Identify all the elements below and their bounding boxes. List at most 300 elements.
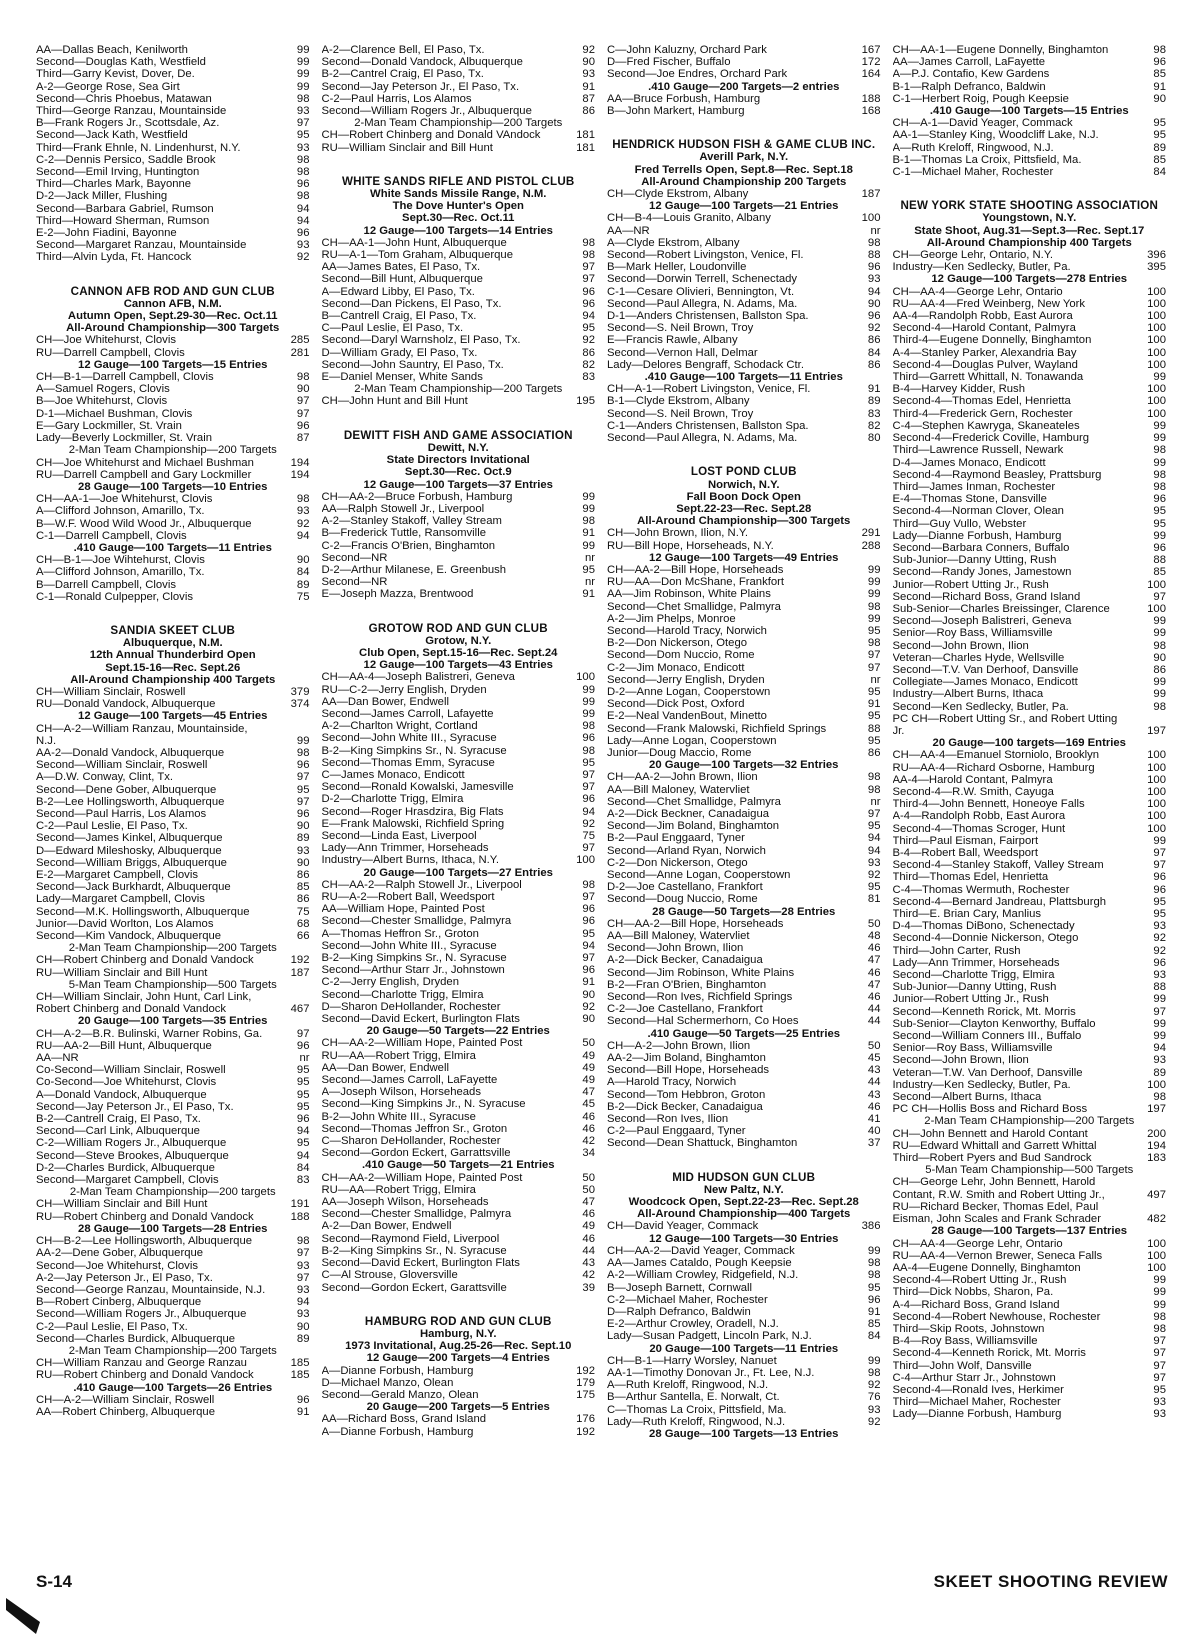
entry-name: RU—Darrell Campbell and Gary Lockmiller xyxy=(36,468,252,481)
entry-name: D-2—Charles Burdick, Albuquerque xyxy=(36,1161,215,1174)
entry-score: 99 xyxy=(296,44,310,56)
entry-name: Second—William Sinclair, Roswell xyxy=(36,759,208,772)
result-entry xyxy=(36,117,310,129)
entry-score: 95 xyxy=(867,624,881,637)
result-entry xyxy=(607,991,881,1003)
result-entry xyxy=(322,1086,596,1098)
entry-score: 96 xyxy=(296,759,310,772)
result-entry xyxy=(322,298,596,310)
result-entry xyxy=(893,1067,1167,1079)
entry-score: 90 xyxy=(1153,651,1166,664)
result-entry xyxy=(893,1262,1167,1274)
entry-score: 96 xyxy=(582,297,595,310)
entry-name: Second—William Rogers Jr., Albuquerque xyxy=(36,1308,247,1321)
entry-name: CH—AA-4—George Lehr, Ontario xyxy=(892,285,1063,298)
entry-name: Second—Gordon Eckert, Garrattsville xyxy=(321,1147,511,1160)
event-heading: Sept.22-23—Rec. Sept.28 xyxy=(676,502,812,515)
result-entry xyxy=(36,347,310,359)
entry-score: 90 xyxy=(867,297,881,310)
entry-name: C—James Monaco, Endicott xyxy=(321,768,465,781)
result-entry xyxy=(607,1416,881,1428)
team-heading: 5-Man Team Championship—500 Targets xyxy=(925,1164,1134,1177)
result-entry xyxy=(607,273,881,285)
event-heading: 20 Gauge—100 Targets—32 Entries xyxy=(649,759,839,772)
result-entry xyxy=(36,1076,310,1088)
entry-score: nr xyxy=(299,1052,310,1065)
entry-score: 94 xyxy=(296,214,310,227)
event-heading: 12 Gauge—100 Targets—49 Entries xyxy=(649,551,839,564)
entry-name: E-2—John Fiadini, Bayonne xyxy=(36,227,177,240)
entry-score: 192 xyxy=(290,954,310,967)
entry-score: nr xyxy=(870,795,881,808)
entry-name: C-2—Dennis Persico, Saddle Brook xyxy=(36,153,216,166)
entry-name: A-2—George Rose, Sea Girt xyxy=(36,80,180,93)
result-entry xyxy=(607,784,881,796)
entry-score: 89 xyxy=(296,578,310,591)
result-entry xyxy=(893,457,1167,469)
entry-name: Senior—Roy Bass, Williamsville xyxy=(892,1042,1053,1055)
entry-name: PC CH—Robert Utting Sr., and Robert Utting xyxy=(892,712,1118,725)
result-entry xyxy=(893,798,1167,810)
result-entry xyxy=(36,239,310,251)
result-entry xyxy=(607,261,881,273)
entry-name: Contant, R.W. Smith and Robert Utting Jr., xyxy=(892,1188,1105,1201)
entry-name: Second—Jerry English, Dryden xyxy=(607,673,765,686)
result-entry xyxy=(36,869,310,881)
entry-score: 43 xyxy=(582,1257,595,1270)
entry-score: 98 xyxy=(582,878,595,891)
entry-name: C-2—Paul Harris, Los Alamos xyxy=(321,92,472,105)
result-entry xyxy=(607,686,881,698)
entry-name: Second—Dean Shattuck, Binghamton xyxy=(607,1137,798,1150)
entry-score: 100 xyxy=(1147,602,1166,615)
entry-name: A—Dianne Forbush, Hamburg xyxy=(321,1364,474,1377)
entry-name: Second—Ron Ives, Richfield Springs xyxy=(607,991,793,1004)
entry-name: Second-4—Ronald Ives, Herkimer xyxy=(892,1383,1064,1396)
result-entry xyxy=(607,188,881,200)
entry-score: 85 xyxy=(296,881,310,894)
entry-name: Third—Robert Pyers and Bud Sandrock xyxy=(892,1152,1092,1165)
entry-name: Second-4—Frederick Coville, Hamburg xyxy=(892,432,1090,445)
entry-name: CH—David Yeager, Commack xyxy=(607,1220,759,1233)
entry-name: Third-4—Eugene Donnelly, Binghamton xyxy=(892,334,1092,347)
event-heading: 12 Gauge—200 Targets—4 Entries xyxy=(366,1352,550,1365)
entry-name: B-1—Clyde Ekstrom, Albany xyxy=(607,395,750,408)
event-heading: 12 Gauge—100 Targets—15 Entries xyxy=(78,358,268,371)
entry-score: 98 xyxy=(867,1366,881,1379)
entry-name: A—P.J. Contafio, Kew Gardens xyxy=(892,68,1050,81)
entry-score: 94 xyxy=(296,529,310,542)
entry-score: 44 xyxy=(867,1015,881,1028)
club-heading: GROTOW ROD AND GUN CLUB xyxy=(368,622,548,635)
entry-score: 89 xyxy=(867,395,881,408)
entry-name: AA—James Bates, El Paso, Tx. xyxy=(321,261,481,274)
result-entry xyxy=(36,1406,310,1418)
entry-score: 93 xyxy=(296,1308,310,1321)
entry-score: 97 xyxy=(296,407,310,420)
entry-name: B-2—Paul Enggaard, Tyner xyxy=(607,832,745,845)
entry-name: C-4—Arthur Starr Jr., Johnstown xyxy=(892,1371,1056,1384)
entry-score: 93 xyxy=(1153,1396,1166,1409)
result-entry xyxy=(607,56,881,68)
entry-score: 86 xyxy=(1153,663,1166,676)
entry-name: AA-1—Stanley King, Woodcliff Lake, N.J. xyxy=(892,129,1099,142)
club-heading: CANNON AFB ROD AND GUN CLUB xyxy=(70,285,275,298)
entry-name: A—D.W. Conway, Clint, Tx. xyxy=(36,771,174,784)
entry-score: 97 xyxy=(296,1247,310,1260)
result-entry xyxy=(322,1184,596,1196)
result-entry xyxy=(36,698,310,710)
result-entry xyxy=(893,1372,1167,1384)
result-entry xyxy=(36,142,310,154)
entry-name: CH—A-1—David Yeager, Commack xyxy=(892,117,1073,130)
result-entry xyxy=(322,989,596,1001)
entry-name: CH—John Brown, Ilion, N.Y. xyxy=(607,527,749,540)
entry-score: 95 xyxy=(296,783,310,796)
result-entry xyxy=(322,891,596,903)
result-entry xyxy=(322,1037,596,1049)
entry-score: 396 xyxy=(1147,249,1166,262)
entry-score: 91 xyxy=(582,527,595,540)
result-entry xyxy=(36,967,310,979)
entry-name: Second—John White III., Syracuse xyxy=(321,939,497,952)
result-entry xyxy=(893,908,1167,920)
result-entry xyxy=(322,68,596,80)
result-entry xyxy=(893,969,1167,981)
result-entry xyxy=(36,1357,310,1369)
entry-name: Second—Kenneth Rorick, Mt. Morris xyxy=(892,1005,1076,1018)
result-entry xyxy=(607,225,881,237)
club-heading: DEWITT FISH AND GAME ASSOCIATION xyxy=(343,429,573,442)
entry-score: 92 xyxy=(1153,932,1166,945)
entry-name: RU—William Sinclair and Bill Hunt xyxy=(36,966,208,979)
entry-score: 98 xyxy=(296,746,310,759)
entry-score: 45 xyxy=(867,1052,881,1065)
entry-score: 89 xyxy=(1153,1066,1166,1079)
result-entry xyxy=(36,1101,310,1113)
entry-name: Third-4—Frederick Gern, Rochester xyxy=(892,407,1073,420)
entry-name: Third—John Wolf, Dansville xyxy=(892,1359,1032,1372)
result-entry xyxy=(607,820,881,832)
team-heading: 2-Man Team CHampionship—200 Targets xyxy=(924,1115,1135,1128)
entry-score: 85 xyxy=(1153,68,1166,81)
entry-name: AA—Joseph Wilson, Horseheads xyxy=(321,1196,489,1209)
result-entry xyxy=(893,579,1167,591)
result-entry xyxy=(36,1003,310,1015)
entry-score: nr xyxy=(870,673,881,686)
result-entry xyxy=(322,1377,596,1389)
entry-name: CH—Robert Chinberg and Donald Vandock xyxy=(36,954,254,967)
entry-score: 92 xyxy=(867,869,881,881)
entry-name: Second—S. Neil Brown, Troy xyxy=(607,407,754,420)
entry-name: Second—Arthur Starr Jr., Johnstown xyxy=(321,964,505,977)
entry-score: 86 xyxy=(867,358,881,371)
result-entry xyxy=(607,420,881,432)
entry-name: B-2—Dick Becker, Canadaigua xyxy=(607,1100,763,1113)
result-entry xyxy=(893,847,1167,859)
result-entry xyxy=(36,166,310,178)
result-entry xyxy=(322,732,596,744)
result-entry xyxy=(36,530,310,542)
entry-name: Industry—Ken Sedlecky, Butler, Pa. xyxy=(892,1078,1071,1091)
entry-score: 185 xyxy=(290,1357,310,1370)
entry-name: A—Dianne Forbush, Hamburg xyxy=(321,1425,474,1438)
entry-name: CH—B-1—Harry Worsley, Nanuet xyxy=(607,1354,777,1367)
entry-score: 98 xyxy=(296,153,310,166)
result-entry xyxy=(893,993,1167,1005)
entry-score: 99 xyxy=(1153,1030,1166,1043)
event-heading: 20 Gauge—100 targets—169 Entries xyxy=(932,737,1126,750)
entry-score: 97 xyxy=(296,117,310,130)
entry-score: 96 xyxy=(296,227,310,240)
result-entry xyxy=(322,81,596,93)
result-entry xyxy=(36,457,310,469)
entry-name: Lady—Dianne Forbush, Hamburg xyxy=(892,529,1062,542)
result-entry xyxy=(893,762,1167,774)
entry-name: B—Frank Rogers Jr., Scottsdale, Az. xyxy=(36,117,220,130)
entry-name: RU—William Sinclair and Bill Hunt xyxy=(321,141,493,154)
result-entry xyxy=(607,1355,881,1367)
entry-score: 99 xyxy=(296,80,310,93)
entry-score: 46 xyxy=(867,991,881,1004)
result-entry xyxy=(322,903,596,915)
entry-name: CH—William Sinclair and Bill Hunt xyxy=(36,1198,208,1211)
entry-score: 99 xyxy=(582,539,595,552)
result-entry xyxy=(607,808,881,820)
result-entry xyxy=(36,1321,310,1333)
entry-score: 195 xyxy=(576,395,595,408)
entry-score: 92 xyxy=(582,1000,595,1013)
club-heading: HAMBURG ROD AND GUN CLUB xyxy=(364,1315,552,1328)
entry-score: 92 xyxy=(867,322,881,335)
entry-name: AA—Jim Robinson, White Plains xyxy=(607,588,771,601)
entry-score: 90 xyxy=(296,856,310,869)
entry-name: Second—Thomas Jeffron Sr., Groton xyxy=(321,1122,508,1135)
entry-name: Second—Paul Allegra, N. Adams, Ma. xyxy=(607,432,798,445)
entry-name: AA—James Cataldo, Pough Keepsie xyxy=(607,1257,792,1270)
result-entry xyxy=(893,1311,1167,1323)
entry-name: Third—Frank Ehnle, N. Lindenhurst, N.Y. xyxy=(36,141,241,154)
entry-name: Second—Kim Vandock, Albuquerque xyxy=(36,930,222,943)
result-entry xyxy=(607,44,881,56)
entry-name: RU—AA-4—Vernon Brewer, Seneca Falls xyxy=(892,1249,1103,1262)
event-heading: All-Around Championship—300 Targets xyxy=(637,515,851,528)
entry-score: 100 xyxy=(1147,1261,1166,1274)
entry-score: 98 xyxy=(1153,468,1166,481)
entry-score: 98 xyxy=(1153,480,1166,493)
entry-score: 49 xyxy=(582,1074,595,1087)
entry-score: 93 xyxy=(296,505,310,518)
entry-name: Second—Donald Vandock, Albuquerque xyxy=(321,56,523,69)
entry-name: Second-4—Norman Clover, Olean xyxy=(892,505,1064,518)
entry-score: 43 xyxy=(867,1088,881,1101)
event-heading: 20 Gauge—50 Targets—22 Entries xyxy=(366,1025,550,1038)
entry-score: 395 xyxy=(1147,261,1166,274)
entry-score: 88 xyxy=(867,249,881,262)
result-entry xyxy=(607,954,881,966)
entry-name: Lady—Dianne Forbush, Hamburg xyxy=(892,1408,1062,1421)
result-entry xyxy=(322,261,596,273)
entry-score: 98 xyxy=(296,92,310,105)
entry-score: 86 xyxy=(867,334,881,347)
entry-name: AA—William Hope, Painted Post xyxy=(321,903,485,916)
result-entry xyxy=(36,930,310,942)
result-entry xyxy=(607,1015,881,1027)
entry-name: Sub-Junior—Danny Utting, Rush xyxy=(892,554,1057,567)
entry-score: 98 xyxy=(1153,639,1166,652)
entry-score: 99 xyxy=(1153,1286,1166,1299)
entry-name: A-2—Dick Becker, Canadaigua xyxy=(607,954,763,967)
entry-name: Second—Jack Burkhardt, Albuquerque xyxy=(36,881,231,894)
entry-name: RU—A-1—Tom Graham, Albuquerque xyxy=(321,249,514,262)
entry-name: Second-4—Thomas Scroger, Hunt xyxy=(892,822,1066,835)
entry-name: Second—Bill Hunt, Albuquerque xyxy=(321,273,483,286)
entry-name: Second—Raymond Field, Liverpool xyxy=(321,1232,500,1245)
event-heading: State Directors Invitational xyxy=(386,454,530,467)
entry-score: 95 xyxy=(867,1281,881,1294)
result-entry xyxy=(322,1365,596,1377)
team-heading: 2-Man Team Championship—200 Targets xyxy=(354,383,563,396)
entry-name: C-2—Paul Leslie, El Paso, Tx. xyxy=(36,1320,188,1333)
entry-name: Lady—Anne Logan, Cooperstown xyxy=(607,734,777,747)
entry-name: RU—Bill Hope, Horseheads, N.Y. xyxy=(607,539,774,552)
result-entry xyxy=(893,932,1167,944)
event-heading: .410 Gauge—100 Targets—15 Entries xyxy=(929,105,1129,118)
entry-score: 98 xyxy=(1153,700,1166,713)
result-entry xyxy=(607,832,881,844)
result-entry xyxy=(893,884,1167,896)
entry-name: Jr. xyxy=(892,724,905,737)
entry-score: 91 xyxy=(867,698,881,711)
result-entry xyxy=(36,44,310,56)
entry-name: D—Edward Mileshosky, Albuquerque xyxy=(36,844,222,857)
result-entry xyxy=(322,552,596,564)
entry-name: Second—Chet Smallidge, Palmyra xyxy=(607,795,781,808)
team-heading: 2-Man Team Championship—200 Targets xyxy=(68,942,277,955)
entry-score: 47 xyxy=(582,1196,595,1209)
result-entry xyxy=(607,979,881,991)
event-heading: 12 Gauge—100 Targets—21 Entries xyxy=(649,200,839,213)
result-entry xyxy=(322,940,596,952)
entry-name: A—Ruth Kreloff, Ringwood, N.J. xyxy=(607,1379,769,1392)
result-entry xyxy=(607,1052,881,1064)
entry-score: 84 xyxy=(867,346,881,359)
result-entry xyxy=(322,1233,596,1245)
entry-score: 89 xyxy=(1153,141,1166,154)
results-column-4 xyxy=(893,44,1167,1544)
entry-name: Second—Frank Malowski, Richfield Springs xyxy=(607,722,827,735)
result-entry xyxy=(322,588,596,600)
result-entry xyxy=(607,1306,881,1318)
entry-name: Second—Margaret Campbell, Clovis xyxy=(36,1174,219,1187)
entry-score: 98 xyxy=(867,783,881,796)
result-entry xyxy=(893,469,1167,481)
entry-name: Second—Richard Boss, Grand Island xyxy=(892,590,1081,603)
entry-score: 90 xyxy=(296,820,310,833)
result-entry xyxy=(893,505,1167,517)
result-entry xyxy=(36,771,310,783)
entry-score: 91 xyxy=(582,588,595,601)
entry-score: 88 xyxy=(1153,981,1166,994)
result-entry xyxy=(607,1330,881,1342)
entry-score: 48 xyxy=(867,930,881,943)
entry-name: Second—Steve Brookes, Albuquerque xyxy=(36,1149,229,1162)
result-entry xyxy=(322,347,596,359)
entry-name: CH—AA-2—William Hope, Painted Post xyxy=(321,1037,523,1050)
entry-score: 100 xyxy=(576,671,595,684)
entry-score: 97 xyxy=(867,661,881,674)
result-entry xyxy=(607,869,881,881)
result-entry xyxy=(893,542,1167,554)
entry-score: 98 xyxy=(582,236,595,249)
entry-name: Second—Gerald Manzo, Olean xyxy=(321,1388,479,1401)
result-entry xyxy=(607,286,881,298)
entry-score: 99 xyxy=(296,734,310,747)
result-entry xyxy=(36,1272,310,1284)
entry-score: 482 xyxy=(1147,1213,1166,1226)
result-entry xyxy=(322,793,596,805)
entry-score: 84 xyxy=(1153,166,1166,179)
entry-score: 97 xyxy=(867,649,881,662)
entry-name: Second—Ken Sedlecky, Butler, Pa. xyxy=(892,700,1069,713)
entry-score: 94 xyxy=(582,310,595,323)
result-entry xyxy=(607,237,881,249)
entry-score: 99 xyxy=(1153,627,1166,640)
result-entry xyxy=(893,1299,1167,1311)
entry-score: 40 xyxy=(867,1125,881,1138)
entry-score: 50 xyxy=(867,917,881,930)
entry-score: 97 xyxy=(296,1027,310,1040)
result-entry xyxy=(36,505,310,517)
entry-score: 96 xyxy=(582,903,595,916)
entry-name: D-2—Joe Castellano, Frankfort xyxy=(607,881,763,894)
entry-score: 47 xyxy=(867,954,881,967)
entry-score: 98 xyxy=(867,637,881,650)
result-entry xyxy=(322,1050,596,1062)
entry-score: 91 xyxy=(867,1305,881,1318)
entry-name: Second—Dan Pickens, El Paso, Tx. xyxy=(321,297,502,310)
result-entry xyxy=(36,1137,310,1149)
entry-name: A—Clifford Johnson, Amarillo, Tx. xyxy=(36,505,205,518)
entry-score: 97 xyxy=(1153,590,1166,603)
result-entry xyxy=(322,1062,596,1074)
result-entry xyxy=(36,1260,310,1272)
result-entry xyxy=(893,920,1167,932)
result-entry xyxy=(322,818,596,830)
entry-name: Second—M.K. Hollingsworth, Albuquerque xyxy=(36,905,250,918)
entry-name: Industry—Albert Burns, Ithaca xyxy=(892,688,1044,701)
result-entry xyxy=(36,129,310,141)
entry-score: 98 xyxy=(582,720,595,733)
entry-name: E—Daniel Menser, White Sands xyxy=(321,371,483,384)
entry-name: B-2—Lee Hollingsworth, Albuquerque xyxy=(36,795,225,808)
result-entry xyxy=(322,540,596,552)
result-entry xyxy=(607,395,881,407)
event-heading: 20 Gauge—200 Targets—5 Entries xyxy=(366,1401,550,1414)
entry-score: 98 xyxy=(1153,1091,1166,1104)
entry-score: 98 xyxy=(296,1235,310,1248)
event-heading: Club Open, Sept.15-16—Rec. Sept.24 xyxy=(359,646,558,659)
entry-name: CH—AA-2—Bill Hope, Horseheads xyxy=(607,917,784,930)
entry-name: RU—Richard Becker, Thomas Edel, Paul xyxy=(892,1200,1099,1213)
result-entry xyxy=(322,745,596,757)
entry-name: B-2—John White III., Syracuse xyxy=(321,1110,476,1123)
entry-name: C-2—Francis O'Brien, Binghamton xyxy=(321,539,496,552)
event-heading: Cannon AFB, N.M. xyxy=(123,297,222,310)
result-entry xyxy=(893,1006,1167,1018)
entry-score: 75 xyxy=(296,590,310,603)
entry-name: Lady—Margaret Campbell, Clovis xyxy=(36,893,205,906)
